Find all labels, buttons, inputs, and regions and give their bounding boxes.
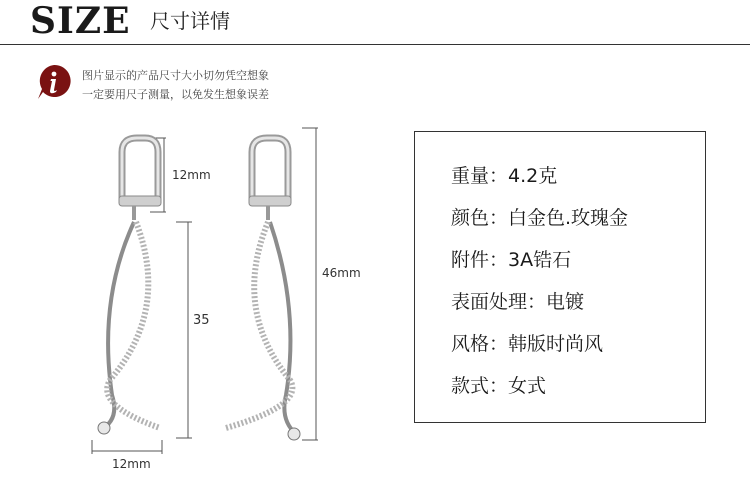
spec-style: 风格：韩版时尚风 [451, 333, 604, 355]
drop-length-label: 35 [193, 313, 210, 328]
spec-type: 款式：女式 [451, 375, 547, 397]
left-earring [98, 138, 161, 434]
spec-accessory: 附件：3A锆石 [451, 249, 572, 271]
total-length-label: 46mm [322, 266, 361, 280]
spec-surface: 表面处理：电镀 [451, 291, 585, 313]
notice-text-line-2: 一定要用尺子测量，以免发生想象误差 [82, 88, 269, 101]
size-subheading: 尺寸详情 [150, 9, 230, 33]
spec-panel [414, 131, 706, 423]
spec-color: 颜色：白金色.玫瑰金 [451, 207, 629, 229]
hoop-height-label: 12mm [172, 168, 211, 182]
notice-text-line-1: 图片显示的产品尺寸大小切勿凭空想象 [82, 69, 269, 82]
spec-weight: 重量：4.2克 [451, 165, 558, 187]
right-earring [226, 138, 300, 440]
size-heading: SIZE [30, 0, 131, 42]
width-label: 12mm [112, 457, 151, 471]
